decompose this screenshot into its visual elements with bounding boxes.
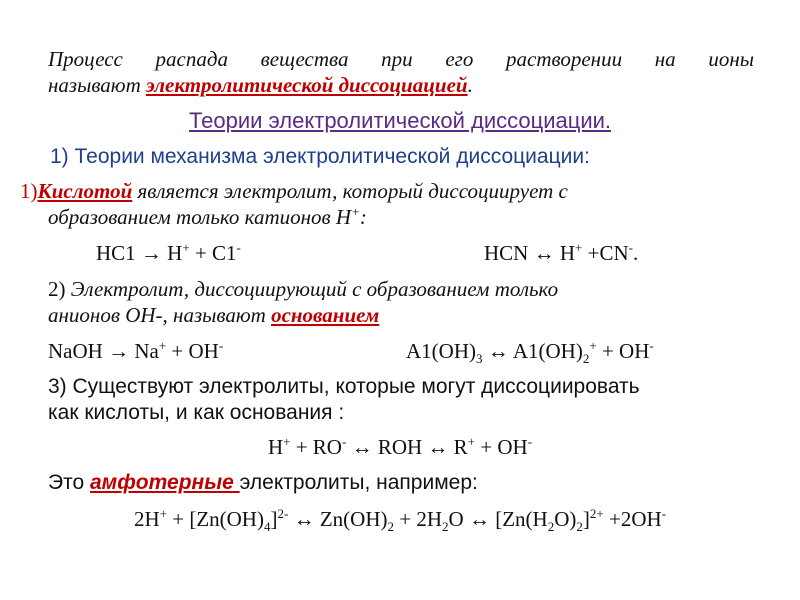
term-base: основанием [271, 303, 380, 327]
acid-line-2: образованием только катионов H+: [48, 204, 367, 229]
intro-line-1: Процесс распада вещества при его растворении на ионы [48, 47, 754, 71]
subheading-mechanism: 1) Теории механизма электролитической диссоциации: [50, 145, 590, 168]
acid-number: 1) [20, 179, 38, 203]
intro-line-2: называют электролитической диссоциацией. [48, 73, 473, 97]
amph-line-1: 3) Существуют электролиты, которые могут диссоциировать [48, 375, 640, 398]
zinc-equation: $2H^+ + [Zn(OH)_4]^{2-}$ ↔ $Zn(OH)_2 + 2H_2O$ ↔ $[Zn(H_2O)_2]^{2+} +2OH^-$ [133, 506, 667, 535]
section-heading: Теории электролитической диссоциации. [188, 108, 612, 133]
acid-equation-hcn: HCN ↔ H+ +CN-. [484, 240, 639, 265]
acid-equation-hcl: HC1 → H+ + C1- [96, 240, 241, 265]
base-line-2: анионов OH-, называют основанием [48, 303, 380, 327]
base-equation-naoh: NaOH → Na+ + OH- [48, 338, 224, 363]
base-number: 2) [48, 277, 66, 301]
amph-example-line: Это амфотерные электролиты, например: [48, 471, 478, 494]
base-equation-aloh: $A1(OH)_3$ ↔ $A1(OH)_2^+ + OH^-$ [406, 338, 654, 367]
term-electrolytic-dissociation: электролитической диссоциацией [146, 73, 468, 97]
term-acid: Кислотой [37, 179, 133, 203]
amph-equation: H+ + RO- ↔ ROH ↔ R+ + OH- [267, 434, 533, 459]
base-line-1: 2) Электролит, диссоциирующий с образованием только [48, 277, 559, 301]
acid-line-1: 1)Кислотой является электролит, который диссоциирует с [20, 179, 568, 203]
term-amphoteric: амфотерные [90, 471, 240, 494]
amph-line-2: как кислоты, и как основания : [48, 401, 345, 424]
